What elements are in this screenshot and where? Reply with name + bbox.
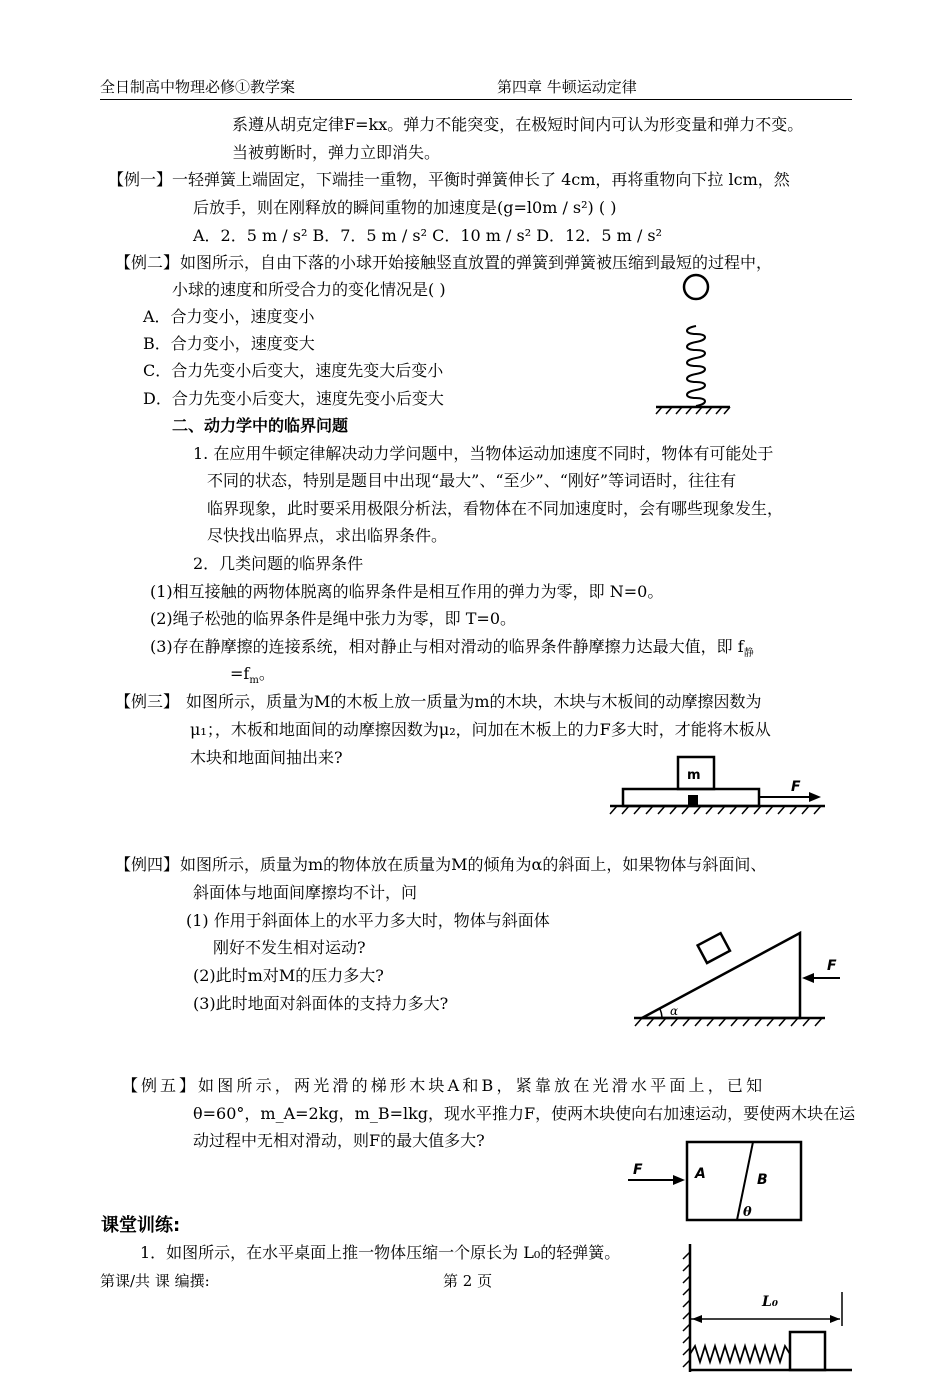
section2-p2: 2．几类问题的临界条件 [193, 554, 364, 573]
condition-3-cont [230, 661, 275, 686]
ex5-tag: 【例五】 [122, 1076, 199, 1095]
ex2-tag: 【例二】 [115, 253, 180, 272]
ex4-line-2: 斜面体与地面间摩擦均不计，问 [193, 883, 418, 902]
ex1-tag: 【例一】 [108, 170, 173, 189]
force-label: F [791, 779, 801, 795]
intro-line-1: 系遵从胡克定律F=kx。弹力不能突变，在极短时间内可认为形变量和弹力不变。 [232, 115, 804, 134]
ex4-line-1: 如图所示，质量为m的物体放在质量为M的倾角为α的斜面上，如果物体与斜面间、 [180, 855, 767, 874]
section2-p1-line-2: 不同的状态，特别是题目中出现“最大”、“至少”、“刚好”等词语时，往往有 [207, 471, 737, 490]
angle-label: α [670, 1004, 679, 1018]
ex3-tag: 【例三】 [115, 692, 180, 711]
push-force-label: F [633, 1162, 643, 1178]
block-b-label: B [757, 1172, 768, 1188]
section2-p1-line-4: 尽快找出临界点，求出临界条件。 [207, 526, 448, 545]
condition-3-sub: 静 [743, 648, 754, 660]
ex4-q1-a: (1) 作用于斜面体上的水平力多大时，物体与斜面体 [186, 911, 550, 930]
length-label: L₀ [762, 1294, 778, 1310]
ex5-line-2: θ=60°，m_A=2kg，m_B=lkg，现水平推力F，使两木块使向右加速运动，要使两木块在运 [193, 1104, 856, 1123]
ex3-line-1: 如图所示，质量为M的木板上放一质量为m的木块，木块与木板间的动摩擦因数为 [186, 692, 762, 711]
theta-label: θ [743, 1205, 752, 1220]
ex1-line-1: 一轻弹簧上端固定，下端挂一重物，平衡时弹簧伸长了 4cm，再将重物向下拉 lcm，然 [172, 170, 790, 189]
practice-block [790, 1332, 825, 1370]
ex2-line-2: 小球的速度和所受合力的变化情况是( ) [172, 280, 446, 299]
ex2-option-a: A．合力变小，速度变小 [143, 307, 315, 326]
ex4-tag: 【例四】 [115, 855, 180, 874]
section2-p1-line-1: 1. 在应用牛顿定律解决动力学问题中，当物体运动加速度不同时，物体有可能处于 [193, 444, 774, 463]
ex1-line-2: 后放手，则在刚释放的瞬间重物的加速度是(g=l0m / s²) ( ) [193, 198, 617, 217]
condition-3-eq: =f [230, 664, 250, 683]
ex2-option-d: D．合力先变小后变大，速度先变小后变大 [143, 389, 444, 408]
condition-1: (1)相互接触的两物体脱离的临界条件是相互作用的弹力为零，即 N=0。 [150, 582, 664, 601]
condition-3 [150, 634, 754, 659]
ex5-line-3: 动过程中无相对滑动，则F的最大值多大? [193, 1131, 485, 1150]
header-left: 全日制高中物理必修①教学案 [100, 78, 296, 96]
practice-q1: 1．如图所示，在水平桌面上推一物体压缩一个原长为 L₀的轻弹簧。 [140, 1243, 621, 1262]
practice-spring [690, 1346, 790, 1362]
ex4-q3: (3)此时地面对斜面体的支持力多大? [193, 994, 449, 1013]
trapezoid-blocks-figure [625, 1140, 810, 1225]
spring-table-figure [680, 1242, 855, 1376]
condition-2: (2)绳子松弛的临界条件是绳中张力为零，即 T=0。 [150, 609, 517, 628]
ex4-q2: (2)此时m对M的压力多大? [193, 966, 384, 985]
incline-block [698, 933, 730, 963]
incline-figure [630, 925, 837, 1030]
footer-left: 第课/共 课 编撰: [100, 1272, 210, 1290]
header-rule [100, 99, 852, 100]
header-right: 第四章 牛顿运动定律 [497, 78, 637, 96]
ex4-q1-b: 刚好不发生相对运动? [213, 938, 366, 957]
practice-title: 课堂训练: [101, 1215, 181, 1236]
condition-3-end: 。 [258, 664, 275, 683]
ex1-options: A．2．5 m / s² B．7．5 m / s² C．10 m / s² D．12．5 m / s² [193, 226, 663, 245]
ball-spring-figure [652, 270, 732, 415]
ex2-option-c: C．合力先变小后变大，速度先变大后变小 [143, 361, 444, 380]
section2-p1-line-3: 临界现象，此时要采用极限分析法，看物体在不同加速度时，会有哪些现象发生， [207, 499, 784, 518]
ball [684, 275, 708, 299]
section2-title: 二、动力学中的临界问题 [172, 416, 349, 435]
ex2-option-b: B．合力变小，速度变大 [143, 334, 315, 353]
block-label: m [687, 768, 701, 783]
footer-page: 第 2 页 [443, 1272, 493, 1290]
board-block-figure [605, 755, 830, 825]
force-label-2: F [827, 958, 837, 974]
incline-body [642, 933, 800, 1018]
ex5-line-1: 如图所示，两光滑的梯形木块A和B，紧靠放在光滑水平面上，已知 [198, 1076, 766, 1095]
ex3-line-3: 木块和地面间抽出来? [190, 748, 343, 767]
block-a-label: A [695, 1166, 706, 1182]
ex3-line-2: μ₁；，木板和地面间的动摩擦因数为μ₂，问加在木板上的力F多大时，才能将木板从 [190, 720, 771, 739]
ex2-line-1: 如图所示，自由下落的小球开始接触竖直放置的弹簧到弹簧被压缩到最短的过程中， [180, 253, 773, 272]
condition-3-text: (3)存在静摩擦的连接系统，相对静止与相对滑动的临界条件静摩擦力达最大值，即 f [150, 637, 744, 656]
spring [687, 326, 705, 406]
intro-line-2: 当被剪断时，弹力立即消失。 [232, 143, 441, 162]
condition-3-eq-sub: m [249, 675, 259, 687]
